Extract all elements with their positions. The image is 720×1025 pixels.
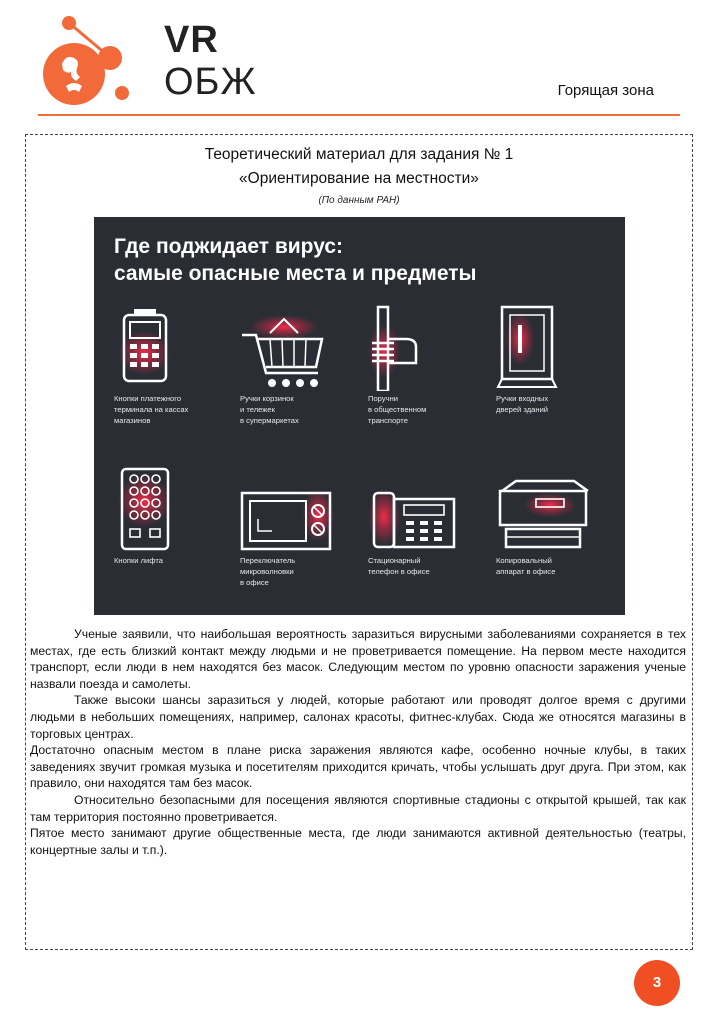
item-payment-terminal [114,305,224,426]
paragraph: Достаточно опасным местом в плане риска заражения являются кафе, особенно ночные клубы, в таких заведениях звучит громкая музыка и посетителям приходится кричать, чтобы услышать друг друга. При этом, как правило, они находятся там без масок. [30,743,686,791]
paragraph: Пятое место занимают другие общественные места, где люди занимаются активной деятельностью (театры, концертные залы и т.п.). [30,826,686,857]
elevator-buttons-icon [114,467,214,553]
virus-infographic [94,217,625,615]
paragraph: Ученые заявили, что наибольшая вероятность заразиться вирусными заболеваниями сохраняется в тех местах, где есть близкий контакт между людьми и не проветривается помещение. На первом месте находится транспорт, если люди в нем находятся без масок. Следующим местом по уровню опасности заражения ученые назвали поезда и самолеты. [30,627,686,691]
copier-icon [496,467,596,553]
item-caption: Переключатель микроволновки в офисе [240,556,296,587]
item-caption: Копировальный аппарат в офисе [496,556,556,576]
shopping-cart-icon [240,305,340,391]
item-caption: Поручни в общественном транспорте [368,394,427,425]
item-caption: Ручки корзинок и тележек в супермаркетах [240,394,299,425]
item-copier [496,467,606,577]
infographic-title-line2: самые опасные места и предметы [114,262,477,285]
handrail-icon [368,305,468,391]
vr-obzh-logo [40,14,140,110]
item-microwave [240,467,350,588]
body-text [30,626,686,858]
microwave-icon [240,467,340,553]
item-caption: Кнопки лифта [114,556,163,565]
paragraph: Также высоки шансы заразиться у людей, которые работают или проводят долгое время с другими людьми в небольших помещениях, например, салонах красоты, фитнес-клубах. Сюда же относятся магазины в торговых центрах. [30,693,686,741]
page-number-badge: 3 [634,960,680,1006]
infographic-title-line1: Где поджидает вирус: [114,235,344,258]
page-subtitle: «Ориентирование на местности» [239,170,479,187]
office-phone-icon [368,467,468,553]
paragraph: Относительно безопасными для посещения являются спортивные стадионы с открытой крышей, так как там территория постоянно проветривается. [30,792,686,824]
item-shopping-cart [240,305,350,426]
header-divider [38,114,680,116]
item-elevator-buttons [114,467,224,566]
item-caption: Стационарный телефон в офисе [368,556,430,576]
page-title: Теоретический материал для задания № 1 [204,146,514,163]
item-handrail [368,305,478,426]
source-note: (По данным РАН) [318,195,400,206]
door-handle-icon [496,305,596,391]
payment-terminal-icon [114,305,214,391]
item-caption: Кнопки платежного терминала на кассах магазинов [114,394,189,425]
brand-obzh: ОБЖ [164,61,257,103]
item-door-handle [496,305,606,415]
item-office-phone [368,467,478,577]
infographic-title [114,233,476,287]
brand-vr: VR [164,19,219,61]
section-title: Горящая зона [557,82,654,99]
item-caption: Ручки входных дверей зданий [496,394,549,414]
